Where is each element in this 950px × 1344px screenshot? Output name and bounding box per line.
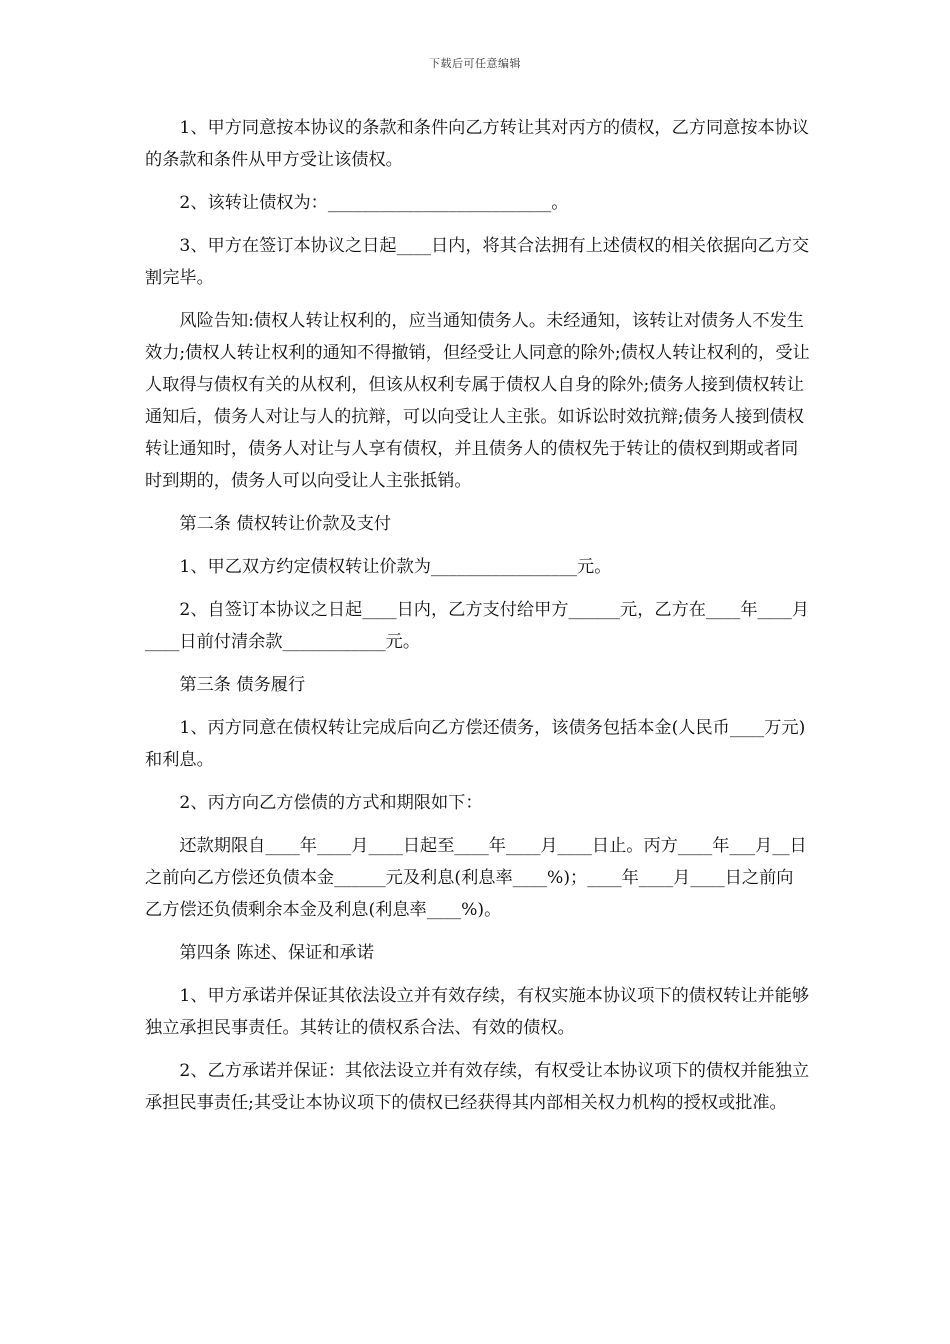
clause-3-1: 1、丙方同意在债权转让完成后向乙方偿还债务，该债务包括本金(人民币____万元)和利息。	[145, 718, 806, 770]
article-3-heading: 第三条 债务履行	[179, 675, 306, 695]
clause-3-2: 2、丙方向乙方偿债的方式和期限如下：	[179, 793, 483, 813]
document-body	[145, 112, 810, 1130]
page-header: 下载后可任意编辑	[429, 57, 521, 70]
article-2-heading: 第二条 债权转让价款及支付	[179, 514, 392, 534]
clause-4-2: 2、乙方承诺并保证：其依法设立并有效存续，有权受让本协议项下的债权并能独立承担民事责任;其受让本协议项下的债权已经获得其内部相关权力机构的授权或批准。	[145, 1061, 810, 1113]
clause-4-1: 1、甲方承诺并保证其依法设立并有效存续，有权实施本协议项下的债权转让并能够独立承担民事责任。其转让的债权系合法、有效的债权。	[145, 986, 810, 1038]
clause-2-2: 2、自签订本协议之日起____日内，乙方支付给甲方______元，乙方在____年____月____日前付清余款____________元。	[145, 600, 810, 652]
clause-2-1: 1、甲乙双方约定债权转让价款为_________________元。	[179, 557, 612, 577]
clause-1-3: 3、甲方在签订本协议之日起____日内，将其合法拥有上述债权的相关依据向乙方交割完毕。	[145, 236, 810, 288]
clause-1-2: 2、该转让债权为：__________________________。	[179, 193, 569, 213]
risk-notice: 风险告知:债权人转让权利的，应当通知债务人。未经通知，该转让对债务人不发生效力;债权人转让权利的通知不得撤销，但经受让人同意的除外;债权人转让权利的，受让人取得与债权有关的从权利，但该从权利专属于债权人自身的除外;债务人接到债权转让通知后，债务人对让与人的抗辩，可以向受让人主张。如诉讼时效抗辩;债务人接到债权转让通知时，债务人对让与人享有债权，并且债务人的债权先于转让的债权到期或者同时到期的，债务人可以向受让人主张抵销。	[145, 311, 810, 491]
article-4-heading: 第四条 陈述、保证和承诺	[179, 943, 374, 963]
repayment-schedule: 还款期限自____年____月____日起至____年____月____日止。丙方____年___月__日之前向乙方偿还负债本金______元及利息(利息率____%)；____年____月____日之前向乙方偿还负债剩余本金及利息(利息率____%)。	[145, 836, 807, 920]
clause-1-1: 1、甲方同意按本协议的条款和条件向乙方转让其对丙方的债权，乙方同意按本协议的条款和条件从甲方受让该债权。	[145, 118, 810, 170]
